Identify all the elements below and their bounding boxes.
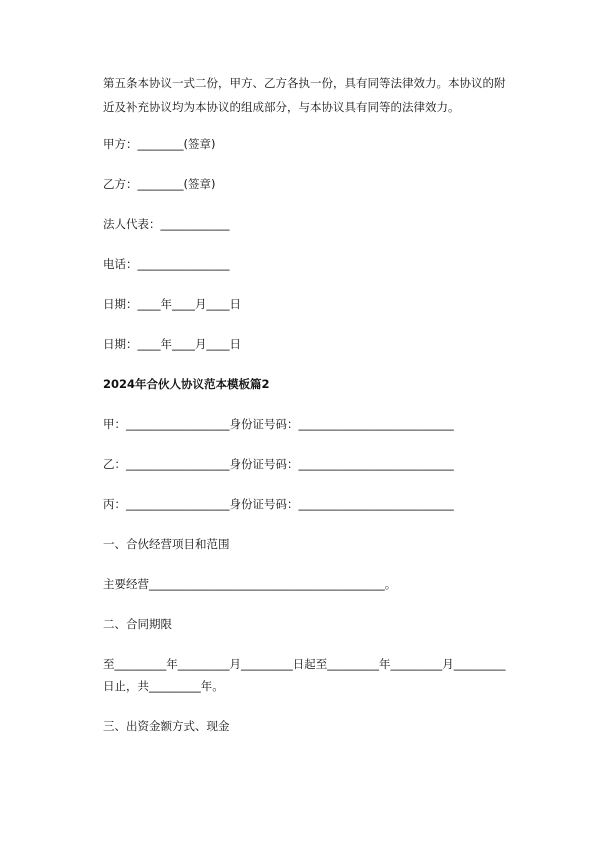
section-2-heading: 二、合同期限 — [103, 617, 172, 631]
main-business-line: 主要经营_________________________________________。 — [103, 577, 397, 591]
party-yi-id-line: 乙：__________________身份证号码：___________________________ — [103, 457, 454, 471]
article-five-line-1: 第五条本协议一式二份，甲方、乙方各执一份，具有同等法律效力。本协议的附 — [103, 76, 506, 90]
section-title-2: 2024年合伙人协议范本模板篇2 — [103, 377, 270, 391]
article-five-line-2: 近及补充协议均为本协议的组成部分，与本协议具有同等的法律效力。 — [103, 100, 460, 114]
section-1-heading: 一、合伙经营项目和范围 — [103, 537, 230, 551]
phone-line: 电话：________________ — [103, 257, 230, 271]
date-line-2: 日期：____年____月____日 — [103, 337, 241, 351]
section-3-heading: 三、出资金额方式、现金 — [103, 719, 230, 733]
party-bing-id-line: 丙：__________________身份证号码：___________________________ — [103, 497, 454, 511]
term-line-2: 日止，共_________年。 — [103, 679, 224, 693]
party-a-signature-line: 甲方：________(签章) — [103, 137, 216, 151]
party-b-signature-line: 乙方：________(签章) — [103, 177, 216, 191]
date-line-1: 日期：____年____月____日 — [103, 297, 241, 311]
legal-representative-line: 法人代表：____________ — [103, 217, 230, 231]
party-jia-id-line: 甲：__________________身份证号码：___________________________ — [103, 417, 454, 431]
term-line-1: 至_________年_________月_________日起至_________年_________月_________ — [103, 657, 506, 671]
